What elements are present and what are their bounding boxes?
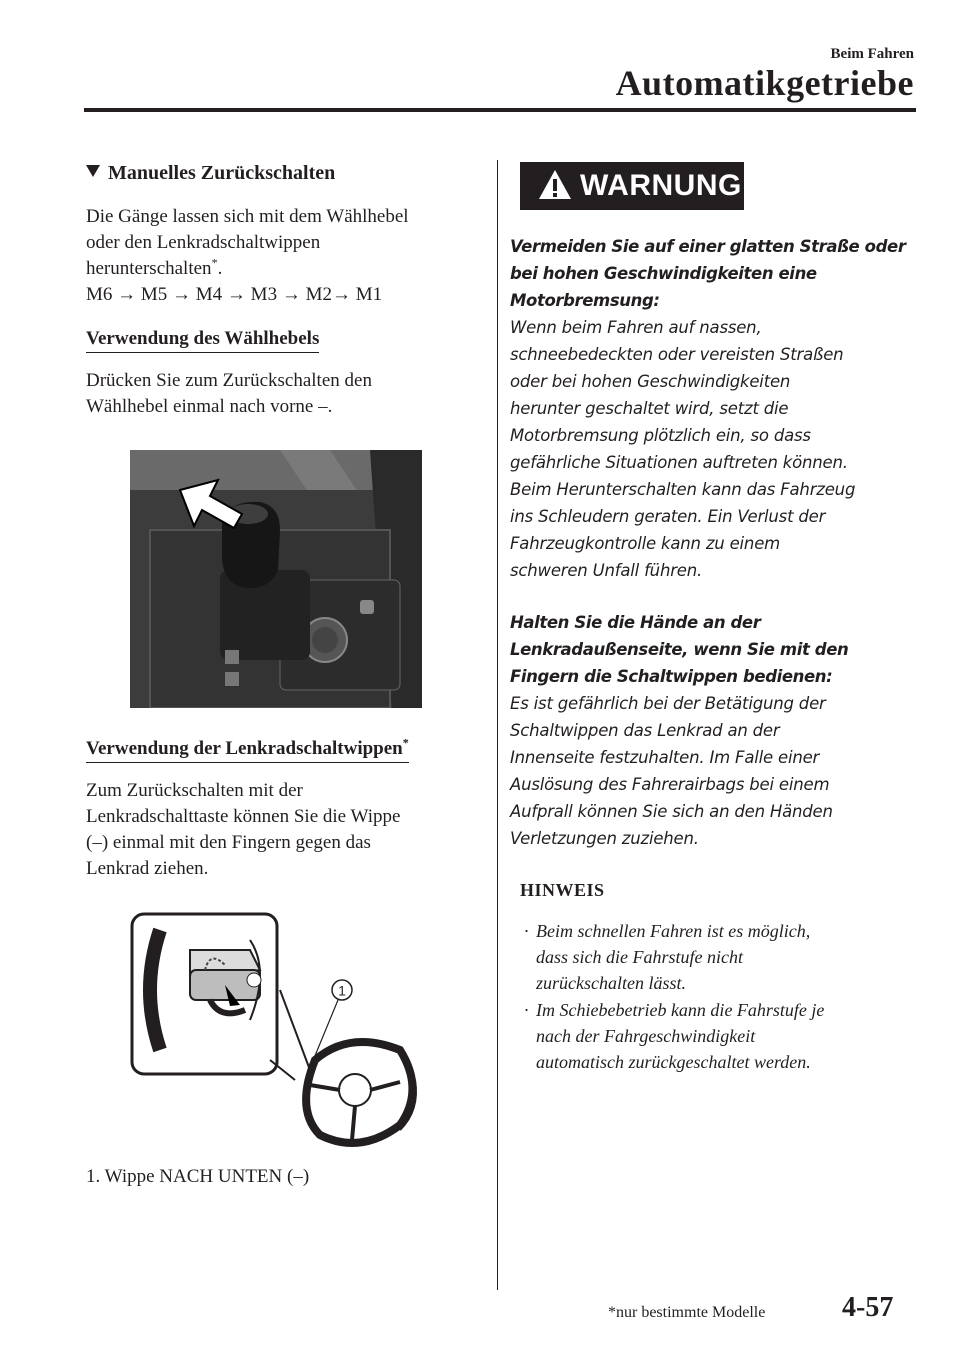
steering-wheel-drawing [130,910,430,1160]
warning-label: WARNUNG [580,169,742,202]
paddles-text: Zum Zurückschalten mit der Lenkradschalttaste können Sie die Wippe (–) einmal mit den Fingern gegen das Lenkrad ziehen. [86,780,401,879]
intro-paragraph: Die Gänge lassen sich mit dem Wählhebel oder den Lenkradschaltwippen herunterschalten*. M6 → M5 → M4 → M3 → M2→ M1 [86,204,476,308]
note-item-2: · Im Schiebebetrieb kann die Fahrstufe je nach der Fahrgeschwindigkeit automatisch zurückgeschaltet werden. [524,997,914,1077]
gear-lever-illustration [130,450,422,708]
gear-lever-photo [130,450,422,708]
bullet-dot-icon: · [524,921,529,941]
note-item-1: · Beim schnellen Fahren ist es möglich, dass sich die Fahrstufe nicht zurückschalten lässt. [524,918,914,998]
footer-note: *nur bestimmte Modelle [608,1304,766,1321]
column-divider [497,160,498,1290]
warning-badge [520,162,744,210]
triangle-bullet-icon [86,165,100,177]
header-rule [84,108,916,112]
steering-wheel-illustration [130,910,430,1160]
hinweis-heading: HINWEIS [520,880,605,900]
page-number: 4-57 [842,1292,894,1323]
figure-caption: 1. Wippe NACH UNTEN (–) [86,1166,310,1187]
subheading-selector-lever: Verwendung des Wählhebels [86,328,476,353]
warning-paragraph-2: Halten Sie die Hände an der Lenkradaußenseite, wenn Sie mit den Fingern die Schaltwippen bedienen: Es ist gefährlich bei der Betätigung der Schaltwippen das Lenkrad an der Innenseite festzuhalten. Im Falle einer Auslösung des Fahrerairbags bei einem Aufprall können Sie sich an den Händen Verletzungen zuziehen. [510,613,849,848]
section-heading: Manuelles Zurückschalten [86,162,476,185]
chapter-title: Automatikgetriebe [615,63,914,103]
gear-sequence: M6 → M5 → M4 → M3 → M2→ M1 [86,284,383,305]
selector-lever-text: Drücken Sie zum Zurückschalten den Wählhebel einmal nach vorne –. [86,370,372,417]
callout-number: 1 [338,982,346,999]
bullet-dot-icon: · [524,1000,529,1020]
subheading-paddles: Verwendung der Lenkradschaltwippen* [86,738,476,763]
warning-paragraph-1: Vermeiden Sie auf einer glatten Straße oder bei hohen Geschwindigkeiten eine Motorbremsung: Wenn beim Fahren auf nassen, schneebedeckten oder vereisten Straßen oder bei hohen Geschwindigkeiten herunter geschaltet wird, setzt die Motorbremsung plötzlich ein, so dass gefährliche Situationen auftreten können. Beim Herunterschalten kann das Fahrzeug ins Schleudern geraten. Ein Verlust der Fahrzeugkontrolle kann zu einem schweren Unfall führen. [510,237,906,580]
section-title: Beim Fahren [830,46,914,62]
warning-triangle-icon [538,168,572,202]
